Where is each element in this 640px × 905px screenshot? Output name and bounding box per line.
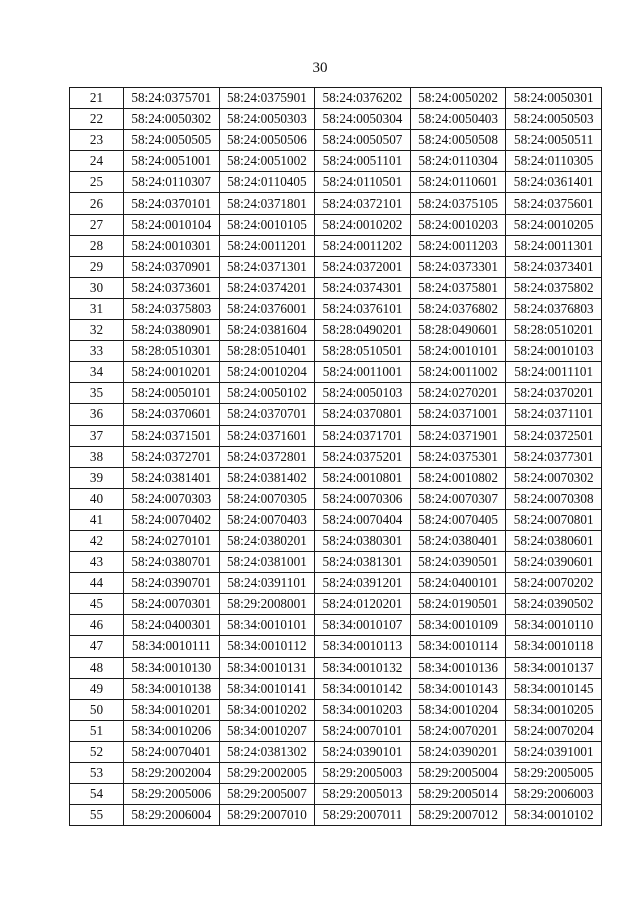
cadastral-number-cell: 58:24:0390101 bbox=[315, 741, 411, 762]
cadastral-number-cell: 58:24:0010301 bbox=[124, 235, 220, 256]
cadastral-number-cell: 58:34:0010102 bbox=[506, 805, 602, 826]
cadastral-number-cell: 58:24:0380301 bbox=[315, 530, 411, 551]
cadastral-number-cell: 58:24:0070302 bbox=[506, 467, 602, 488]
row-number-cell: 44 bbox=[70, 573, 124, 594]
cadastral-number-cell: 58:24:0374301 bbox=[315, 277, 411, 298]
cadastral-number-cell: 58:24:0011202 bbox=[315, 235, 411, 256]
cadastral-number-cell: 58:24:0375201 bbox=[315, 446, 411, 467]
row-number-cell: 55 bbox=[70, 805, 124, 826]
cadastral-quarters-table bbox=[69, 87, 602, 826]
cadastral-number-cell: 58:24:0070204 bbox=[506, 720, 602, 741]
cadastral-number-cell: 58:34:0010111 bbox=[124, 636, 220, 657]
cadastral-number-cell: 58:34:0010118 bbox=[506, 636, 602, 657]
cadastral-number-cell: 58:34:0010141 bbox=[219, 678, 315, 699]
cadastral-number-cell: 58:24:0380601 bbox=[506, 530, 602, 551]
table-row bbox=[70, 404, 602, 425]
cadastral-number-cell: 58:24:0110305 bbox=[506, 151, 602, 172]
cadastral-number-cell: 58:24:0375802 bbox=[506, 277, 602, 298]
table-row bbox=[70, 573, 602, 594]
table-row bbox=[70, 235, 602, 256]
cadastral-number-cell: 58:24:0370201 bbox=[506, 383, 602, 404]
cadastral-number-cell: 58:34:0010113 bbox=[315, 636, 411, 657]
cadastral-number-cell: 58:24:0011002 bbox=[410, 362, 506, 383]
row-number-cell: 36 bbox=[70, 404, 124, 425]
table-row bbox=[70, 530, 602, 551]
row-number-cell: 39 bbox=[70, 467, 124, 488]
cadastral-number-cell: 58:29:2005004 bbox=[410, 763, 506, 784]
cadastral-number-cell: 58:24:0361401 bbox=[506, 172, 602, 193]
cadastral-number-cell: 58:24:0050303 bbox=[219, 109, 315, 130]
row-number-cell: 42 bbox=[70, 530, 124, 551]
cadastral-number-cell: 58:29:2005005 bbox=[506, 763, 602, 784]
cadastral-number-cell: 58:28:0510401 bbox=[219, 341, 315, 362]
cadastral-number-cell: 58:24:0110501 bbox=[315, 172, 411, 193]
cadastral-number-cell: 58:24:0376803 bbox=[506, 298, 602, 319]
cadastral-number-cell: 58:29:2007010 bbox=[219, 805, 315, 826]
cadastral-number-cell: 58:24:0371901 bbox=[410, 425, 506, 446]
cadastral-number-cell: 58:24:0390502 bbox=[506, 594, 602, 615]
row-number-cell: 45 bbox=[70, 594, 124, 615]
cadastral-number-cell: 58:24:0391001 bbox=[506, 741, 602, 762]
cadastral-number-cell: 58:24:0010204 bbox=[219, 362, 315, 383]
row-number-cell: 30 bbox=[70, 277, 124, 298]
cadastral-number-cell: 58:24:0010201 bbox=[124, 362, 220, 383]
cadastral-number-cell: 58:24:0390701 bbox=[124, 573, 220, 594]
table-row bbox=[70, 109, 602, 130]
table-row bbox=[70, 425, 602, 446]
table-row bbox=[70, 320, 602, 341]
table-row bbox=[70, 678, 602, 699]
table-row bbox=[70, 88, 602, 109]
table-row bbox=[70, 741, 602, 762]
row-number-cell: 29 bbox=[70, 256, 124, 277]
cadastral-number-cell: 58:29:2008001 bbox=[219, 594, 315, 615]
cadastral-number-cell: 58:24:0376001 bbox=[219, 298, 315, 319]
cadastral-number-cell: 58:29:2005007 bbox=[219, 784, 315, 805]
page-number: 30 bbox=[312, 60, 328, 76]
cadastral-number-cell: 58:24:0050102 bbox=[219, 383, 315, 404]
row-number-cell: 32 bbox=[70, 320, 124, 341]
cadastral-number-cell: 58:24:0381001 bbox=[219, 552, 315, 573]
cadastral-number-cell: 58:24:0371101 bbox=[506, 404, 602, 425]
table-row bbox=[70, 699, 602, 720]
cadastral-number-cell: 58:24:0375105 bbox=[410, 193, 506, 214]
row-number-cell: 31 bbox=[70, 298, 124, 319]
cadastral-number-cell: 58:24:0370701 bbox=[219, 404, 315, 425]
cadastral-number-cell: 58:34:0010110 bbox=[506, 615, 602, 636]
cadastral-number-cell: 58:24:0375701 bbox=[124, 88, 220, 109]
cadastral-number-cell: 58:24:0110601 bbox=[410, 172, 506, 193]
cadastral-number-cell: 58:24:0375803 bbox=[124, 298, 220, 319]
cadastral-number-cell: 58:24:0375901 bbox=[219, 88, 315, 109]
cadastral-number-cell: 58:34:0010145 bbox=[506, 678, 602, 699]
table-row bbox=[70, 341, 602, 362]
cadastral-number-cell: 58:24:0380201 bbox=[219, 530, 315, 551]
row-number-cell: 47 bbox=[70, 636, 124, 657]
cadastral-number-cell: 58:34:0010204 bbox=[410, 699, 506, 720]
cadastral-number-cell: 58:34:0010112 bbox=[219, 636, 315, 657]
cadastral-number-cell: 58:24:0051002 bbox=[219, 151, 315, 172]
cadastral-number-cell: 58:24:0390201 bbox=[410, 741, 506, 762]
cadastral-number-cell: 58:24:0070307 bbox=[410, 488, 506, 509]
cadastral-number-cell: 58:24:0050505 bbox=[124, 130, 220, 151]
cadastral-number-cell: 58:24:0011101 bbox=[506, 362, 602, 383]
cadastral-number-cell: 58:24:0371301 bbox=[219, 256, 315, 277]
cadastral-number-cell: 58:24:0010802 bbox=[410, 467, 506, 488]
cadastral-number-cell: 58:24:0374201 bbox=[219, 277, 315, 298]
cadastral-number-cell: 58:24:0370801 bbox=[315, 404, 411, 425]
cadastral-number-cell: 58:24:0400101 bbox=[410, 573, 506, 594]
cadastral-number-cell: 58:24:0120201 bbox=[315, 594, 411, 615]
cadastral-number-cell: 58:24:0050507 bbox=[315, 130, 411, 151]
cadastral-number-cell: 58:34:0010142 bbox=[315, 678, 411, 699]
cadastral-number-cell: 58:24:0371001 bbox=[410, 404, 506, 425]
cadastral-number-cell: 58:24:0070305 bbox=[219, 488, 315, 509]
cadastral-number-cell: 58:24:0070201 bbox=[410, 720, 506, 741]
cadastral-number-cell: 58:24:0051001 bbox=[124, 151, 220, 172]
table-row bbox=[70, 615, 602, 636]
cadastral-number-cell: 58:24:0270101 bbox=[124, 530, 220, 551]
cadastral-number-cell: 58:24:0375801 bbox=[410, 277, 506, 298]
row-number-cell: 34 bbox=[70, 362, 124, 383]
row-number-cell: 27 bbox=[70, 214, 124, 235]
cadastral-number-cell: 58:24:0070101 bbox=[315, 720, 411, 741]
cadastral-number-cell: 58:24:0050301 bbox=[506, 88, 602, 109]
cadastral-number-cell: 58:34:0010137 bbox=[506, 657, 602, 678]
cadastral-number-cell: 58:24:0371501 bbox=[124, 425, 220, 446]
cadastral-number-cell: 58:34:0010131 bbox=[219, 657, 315, 678]
cadastral-number-cell: 58:24:0372001 bbox=[315, 256, 411, 277]
cadastral-number-cell: 58:24:0380401 bbox=[410, 530, 506, 551]
row-number-cell: 49 bbox=[70, 678, 124, 699]
cadastral-number-cell: 58:34:0010203 bbox=[315, 699, 411, 720]
cadastral-number-cell: 58:24:0050506 bbox=[219, 130, 315, 151]
cadastral-number-cell: 58:24:0010203 bbox=[410, 214, 506, 235]
cadastral-number-cell: 58:29:2006004 bbox=[124, 805, 220, 826]
row-number-cell: 43 bbox=[70, 552, 124, 573]
cadastral-number-cell: 58:24:0370101 bbox=[124, 193, 220, 214]
row-number-cell: 53 bbox=[70, 763, 124, 784]
row-number-cell: 54 bbox=[70, 784, 124, 805]
cadastral-number-cell: 58:24:0070801 bbox=[506, 509, 602, 530]
cadastral-number-cell: 58:24:0010105 bbox=[219, 214, 315, 235]
cadastral-number-cell: 58:24:0010101 bbox=[410, 341, 506, 362]
cadastral-number-cell: 58:34:0010114 bbox=[410, 636, 506, 657]
row-number-cell: 21 bbox=[70, 88, 124, 109]
cadastral-number-cell: 58:29:2005013 bbox=[315, 784, 411, 805]
cadastral-number-cell: 58:24:0370601 bbox=[124, 404, 220, 425]
cadastral-number-cell: 58:24:0380701 bbox=[124, 552, 220, 573]
cadastral-number-cell: 58:24:0070306 bbox=[315, 488, 411, 509]
cadastral-number-cell: 58:24:0390601 bbox=[506, 552, 602, 573]
row-number-cell: 33 bbox=[70, 341, 124, 362]
cadastral-number-cell: 58:24:0371701 bbox=[315, 425, 411, 446]
table-row bbox=[70, 298, 602, 319]
cadastral-number-cell: 58:24:0372701 bbox=[124, 446, 220, 467]
table-row bbox=[70, 362, 602, 383]
cadastral-number-cell: 58:24:0376101 bbox=[315, 298, 411, 319]
cadastral-number-cell: 58:24:0390501 bbox=[410, 552, 506, 573]
cadastral-number-cell: 58:24:0380901 bbox=[124, 320, 220, 341]
cadastral-number-cell: 58:24:0050202 bbox=[410, 88, 506, 109]
cadastral-number-cell: 58:24:0070403 bbox=[219, 509, 315, 530]
row-number-cell: 46 bbox=[70, 615, 124, 636]
cadastral-number-cell: 58:24:0381401 bbox=[124, 467, 220, 488]
cadastral-number-cell: 58:24:0375301 bbox=[410, 446, 506, 467]
cadastral-number-cell: 58:24:0070301 bbox=[124, 594, 220, 615]
cadastral-number-cell: 58:29:2002004 bbox=[124, 763, 220, 784]
row-number-cell: 25 bbox=[70, 172, 124, 193]
cadastral-number-cell: 58:34:0010107 bbox=[315, 615, 411, 636]
table-row bbox=[70, 763, 602, 784]
row-number-cell: 24 bbox=[70, 151, 124, 172]
table-row bbox=[70, 636, 602, 657]
cadastral-number-cell: 58:24:0376202 bbox=[315, 88, 411, 109]
table-row bbox=[70, 805, 602, 826]
cadastral-number-cell: 58:29:2007011 bbox=[315, 805, 411, 826]
cadastral-number-cell: 58:34:0010109 bbox=[410, 615, 506, 636]
cadastral-number-cell: 58:24:0011201 bbox=[219, 235, 315, 256]
row-number-cell: 26 bbox=[70, 193, 124, 214]
row-number-cell: 40 bbox=[70, 488, 124, 509]
cadastral-number-cell: 58:24:0110307 bbox=[124, 172, 220, 193]
cadastral-number-cell: 58:34:0010205 bbox=[506, 699, 602, 720]
cadastral-number-cell: 58:24:0373601 bbox=[124, 277, 220, 298]
cadastral-number-cell: 58:24:0070202 bbox=[506, 573, 602, 594]
table-body bbox=[70, 88, 602, 826]
cadastral-number-cell: 58:34:0010136 bbox=[410, 657, 506, 678]
row-number-cell: 48 bbox=[70, 657, 124, 678]
cadastral-number-cell: 58:24:0010103 bbox=[506, 341, 602, 362]
cadastral-number-cell: 58:34:0010130 bbox=[124, 657, 220, 678]
cadastral-number-cell: 58:24:0050101 bbox=[124, 383, 220, 404]
table-row bbox=[70, 256, 602, 277]
cadastral-number-cell: 58:34:0010201 bbox=[124, 699, 220, 720]
table-row bbox=[70, 552, 602, 573]
cadastral-number-cell: 58:24:0371801 bbox=[219, 193, 315, 214]
cadastral-number-cell: 58:24:0070405 bbox=[410, 509, 506, 530]
cadastral-number-cell: 58:24:0381604 bbox=[219, 320, 315, 341]
cadastral-number-cell: 58:34:0010202 bbox=[219, 699, 315, 720]
cadastral-number-cell: 58:29:2007012 bbox=[410, 805, 506, 826]
cadastral-number-cell: 58:34:0010101 bbox=[219, 615, 315, 636]
cadastral-number-cell: 58:29:2005006 bbox=[124, 784, 220, 805]
table-row bbox=[70, 720, 602, 741]
row-number-cell: 35 bbox=[70, 383, 124, 404]
cadastral-number-cell: 58:34:0010207 bbox=[219, 720, 315, 741]
cadastral-number-cell: 58:24:0011301 bbox=[506, 235, 602, 256]
row-number-cell: 37 bbox=[70, 425, 124, 446]
cadastral-number-cell: 58:29:2005003 bbox=[315, 763, 411, 784]
cadastral-number-cell: 58:24:0391101 bbox=[219, 573, 315, 594]
table-row bbox=[70, 151, 602, 172]
cadastral-number-cell: 58:24:0070308 bbox=[506, 488, 602, 509]
table-row bbox=[70, 172, 602, 193]
cadastral-number-cell: 58:28:0510201 bbox=[506, 320, 602, 341]
cadastral-number-cell: 58:24:0050503 bbox=[506, 109, 602, 130]
cadastral-number-cell: 58:24:0050304 bbox=[315, 109, 411, 130]
cadastral-number-cell: 58:24:0372101 bbox=[315, 193, 411, 214]
table-row bbox=[70, 277, 602, 298]
cadastral-number-cell: 58:24:0011001 bbox=[315, 362, 411, 383]
cadastral-number-cell: 58:24:0373301 bbox=[410, 256, 506, 277]
cadastral-number-cell: 58:24:0050103 bbox=[315, 383, 411, 404]
cadastral-number-cell: 58:29:2005014 bbox=[410, 784, 506, 805]
cadastral-number-cell: 58:28:0490201 bbox=[315, 320, 411, 341]
table-row bbox=[70, 193, 602, 214]
cadastral-number-cell: 58:24:0391201 bbox=[315, 573, 411, 594]
table-row bbox=[70, 594, 602, 615]
row-number-cell: 51 bbox=[70, 720, 124, 741]
cadastral-number-cell: 58:24:0373401 bbox=[506, 256, 602, 277]
cadastral-number-cell: 58:24:0110405 bbox=[219, 172, 315, 193]
table-row bbox=[70, 130, 602, 151]
row-number-cell: 52 bbox=[70, 741, 124, 762]
cadastral-number-cell: 58:24:0376802 bbox=[410, 298, 506, 319]
cadastral-number-cell: 58:24:0190501 bbox=[410, 594, 506, 615]
cadastral-number-cell: 58:24:0070402 bbox=[124, 509, 220, 530]
cadastral-number-cell: 58:24:0371601 bbox=[219, 425, 315, 446]
cadastral-number-cell: 58:24:0050302 bbox=[124, 109, 220, 130]
cadastral-number-cell: 58:24:0051101 bbox=[315, 151, 411, 172]
table-row bbox=[70, 467, 602, 488]
table-row bbox=[70, 657, 602, 678]
table-row bbox=[70, 214, 602, 235]
cadastral-number-cell: 58:34:0010132 bbox=[315, 657, 411, 678]
cadastral-number-cell: 58:24:0377301 bbox=[506, 446, 602, 467]
cadastral-number-cell: 58:24:0381302 bbox=[219, 741, 315, 762]
table-row bbox=[70, 383, 602, 404]
row-number-cell: 41 bbox=[70, 509, 124, 530]
cadastral-number-cell: 58:24:0050508 bbox=[410, 130, 506, 151]
cadastral-number-cell: 58:34:0010206 bbox=[124, 720, 220, 741]
cadastral-number-cell: 58:24:0050511 bbox=[506, 130, 602, 151]
cadastral-number-cell: 58:29:2006003 bbox=[506, 784, 602, 805]
cadastral-number-cell: 58:24:0372501 bbox=[506, 425, 602, 446]
table-row bbox=[70, 784, 602, 805]
cadastral-number-cell: 58:34:0010143 bbox=[410, 678, 506, 699]
table-row bbox=[70, 446, 602, 467]
cadastral-number-cell: 58:24:0010801 bbox=[315, 467, 411, 488]
cadastral-number-cell: 58:28:0490601 bbox=[410, 320, 506, 341]
row-number-cell: 23 bbox=[70, 130, 124, 151]
cadastral-number-cell: 58:24:0011203 bbox=[410, 235, 506, 256]
cadastral-number-cell: 58:24:0370901 bbox=[124, 256, 220, 277]
row-number-cell: 38 bbox=[70, 446, 124, 467]
cadastral-number-cell: 58:24:0270201 bbox=[410, 383, 506, 404]
cadastral-number-cell: 58:24:0400301 bbox=[124, 615, 220, 636]
cadastral-number-cell: 58:24:0381301 bbox=[315, 552, 411, 573]
row-number-cell: 50 bbox=[70, 699, 124, 720]
row-number-cell: 22 bbox=[70, 109, 124, 130]
cadastral-number-cell: 58:24:0375601 bbox=[506, 193, 602, 214]
cadastral-number-cell: 58:24:0070401 bbox=[124, 741, 220, 762]
cadastral-number-cell: 58:29:2002005 bbox=[219, 763, 315, 784]
cadastral-number-cell: 58:28:0510301 bbox=[124, 341, 220, 362]
cadastral-number-cell: 58:24:0372801 bbox=[219, 446, 315, 467]
row-number-cell: 28 bbox=[70, 235, 124, 256]
table-row bbox=[70, 488, 602, 509]
cadastral-number-cell: 58:34:0010138 bbox=[124, 678, 220, 699]
cadastral-number-cell: 58:24:0010205 bbox=[506, 214, 602, 235]
cadastral-number-cell: 58:24:0110304 bbox=[410, 151, 506, 172]
cadastral-number-cell: 58:24:0070303 bbox=[124, 488, 220, 509]
table-row bbox=[70, 509, 602, 530]
cadastral-number-cell: 58:24:0070404 bbox=[315, 509, 411, 530]
cadastral-number-cell: 58:24:0381402 bbox=[219, 467, 315, 488]
cadastral-number-cell: 58:24:0010202 bbox=[315, 214, 411, 235]
cadastral-number-cell: 58:24:0050403 bbox=[410, 109, 506, 130]
cadastral-number-cell: 58:24:0010104 bbox=[124, 214, 220, 235]
cadastral-number-cell: 58:28:0510501 bbox=[315, 341, 411, 362]
